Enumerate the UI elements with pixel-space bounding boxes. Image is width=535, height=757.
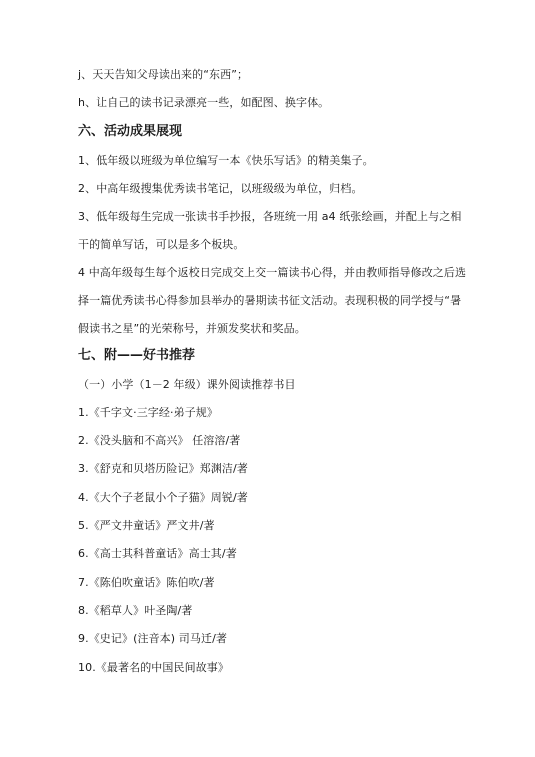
list-item-j: j、天天告知父母读出来的“东西”； xyxy=(78,68,249,81)
book-item: 9.《史记》(注音本) 司马迁/著 xyxy=(78,632,227,645)
book-item: 1.《千字文·三字经·弟子规》 xyxy=(78,406,218,419)
book-item: 3.《舒克和贝塔历险记》郑渊洁/著 xyxy=(78,462,248,475)
paragraph-line: 干的简单写话，可以是多个板块。 xyxy=(78,238,245,251)
book-item: 7.《陈伯吹童话》陈伯吹/著 xyxy=(78,576,215,589)
list-item-h: h、让自己的读书记录漂亮一些，如配图、换字体。 xyxy=(78,96,330,109)
paragraph-line: 3、低年级每生完成一张读书手抄报，各班统一用 a4 纸张绘画，并配上与之相 xyxy=(78,210,462,223)
book-item: 10.《最著名的中国民间故事》 xyxy=(78,661,229,674)
paragraph-line: 择一篇优秀读书心得参加县举办的暑期读书征文活动。表现积极的同学授与“暑 xyxy=(78,294,462,307)
paragraph-line: 1、低年级以班级为单位编写一本《快乐写话》的精美集子。 xyxy=(78,154,374,167)
book-item: 5.《严文井童话》严文井/著 xyxy=(78,519,215,532)
paragraph-line: 2、中高年级搜集优秀读书笔记，以班级级为单位，归档。 xyxy=(78,182,363,195)
book-item: 4.《大个子老鼠小个子猫》周锐/著 xyxy=(78,491,248,504)
book-item: 6.《高士其科普童话》高士其/著 xyxy=(78,547,237,560)
book-list-subheading: （一）小学（1－2 年级）课外阅读推荐书目 xyxy=(78,378,296,391)
section-heading-results: 六、活动成果展现 xyxy=(78,124,183,139)
book-item: 8.《稻草人》叶圣陶/著 xyxy=(78,604,193,617)
paragraph-line: 4 中高年级每生每个返校日完成交上交一篇读书心得，并由教师指导修改之后选 xyxy=(78,266,467,279)
section-heading-books: 七、附——好书推荐 xyxy=(78,348,196,363)
book-item: 2.《没头脑和不高兴》 任溶溶/著 xyxy=(78,434,241,447)
paragraph-line: 假读书之星”的光荣称号，并颁发奖状和奖品。 xyxy=(78,322,306,335)
